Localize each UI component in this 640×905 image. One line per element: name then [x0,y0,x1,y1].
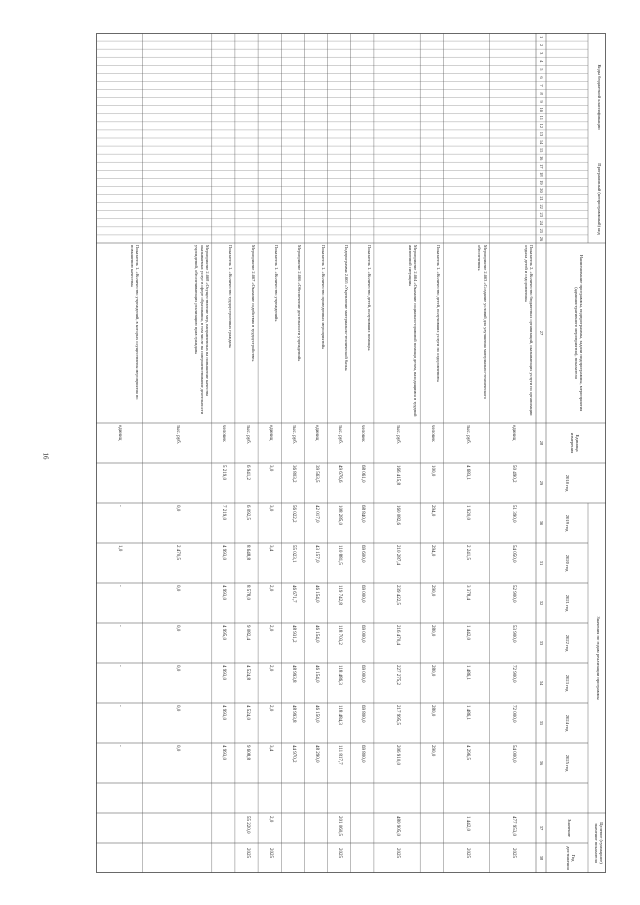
row-value: 4 993,0 [221,705,227,720]
column-number: 14 [539,139,544,145]
row-value: 54 050,0 [510,545,516,563]
row-value: 210 287,4 [395,545,401,565]
row-value: 42 017,0 [314,505,319,523]
row-value: 2,0 [267,665,273,672]
row-value: 110 881,5 [337,545,343,565]
row-value: 0,0 [175,505,181,512]
row-value: 0,0 [175,745,181,752]
row-value: 217 995,5 [395,705,401,725]
row-value: 0,0 [175,665,181,672]
row-value: 69 800,0 [360,705,366,723]
row-value: - [117,505,123,507]
rotated-table-page [96,33,606,873]
row-value: 118 703,2 [337,625,343,645]
column-number: 38 [539,855,544,861]
row-value: 3,0 [267,505,273,512]
row-value: 166 415,8 [395,465,401,485]
row-value: 46 154,0 [314,625,319,643]
row-value: 2,0 [267,705,273,712]
row-name: Мероприятие 2.003 «Создание условий для улучшения материально-технического обеспечения» [477,245,488,400]
column-number: 6 [539,76,544,79]
row-unit: тыс. руб. [175,425,181,444]
row-name: Показатель 1. «Количество детей, получивших помощь» [366,245,372,351]
row-value: 2 470,5 [175,545,181,560]
row-value: - [117,745,123,747]
row-value: 68 061,0 [360,465,366,483]
header-codes-group: Коды бюджетной классификации [597,64,602,130]
row-value: 3 378,4 [464,585,470,600]
row-value: 5 219,0 [221,465,227,480]
row-final-value: 477 953,0 [510,816,516,836]
header-year-1: 2019 год [565,514,570,532]
row-value: 0,0 [175,705,181,712]
column-number: 20 [539,188,544,193]
row-value: 44 970,2 [290,745,296,763]
column-number: 15 [539,147,544,153]
row-value: 0,0 [175,585,181,592]
row-value: 2 241,5 [464,545,470,560]
row-value: 52 900,0 [510,585,516,603]
row-final-year: 2025 [337,848,343,858]
column-number: 36 [539,760,544,766]
row-value: 239 422,5 [395,585,401,605]
row-value: 48 993,8 [290,665,296,683]
row-value: 6 092,5 [244,505,250,520]
column-number: 29 [539,480,544,486]
row-value: 1 486,1 [464,705,470,720]
row-value: 118 486,3 [337,665,343,685]
row-value: 46 154,0 [314,585,319,603]
column-number: 13 [539,131,544,137]
row-value: 48 931,2 [290,625,296,643]
header-years-group: Значения по годам реализации программы [596,616,601,700]
column-number: 23 [539,212,544,217]
row-value: - [117,665,123,667]
row-value: 43 157,0 [314,545,319,563]
column-number: 2 [539,44,544,47]
row-value: 4 296,5 [464,745,470,760]
row-value: 280,0 [429,665,435,677]
column-number: 27 [539,330,544,336]
row-value: 160 082,6 [395,505,401,525]
row-name: Показатель 2. «Количество бюджетных организаций, оказывающих услуги по организации отдыха детей и оздоровления» [523,245,534,416]
row-final-value: 480 905,0 [395,816,401,836]
column-number: 3 [539,52,544,55]
column-number: 19 [539,180,544,185]
row-value: 3,0 [267,465,273,472]
row-value: 4 993,0 [221,665,227,680]
header-year-4: 2022 год [565,634,570,652]
row-unit: тыс. руб. [290,425,296,444]
row-value: 50 490,2 [510,465,516,483]
row-final-value: 201 060,5 [337,816,343,836]
row-value: 3,4 [267,545,273,552]
row-value: 46 154,0 [314,665,319,683]
row-name: Мероприятие 2.008 «Осуществление мер, направленных на повышение качества оказываемых услуг в сфере образования, в том числе на совершенствование деятельности учреждений, обеспечивающих реализацию прав граждан» [194,245,210,414]
row-value: 51 390,0 [510,505,516,523]
header-program-code: Программный (непрограммный) код [597,163,602,235]
row-value: 1 486,1 [464,665,470,680]
row-unit: человек [429,425,435,442]
row-value: 69 000,0 [360,585,366,603]
row-unit: единиц [314,425,319,441]
row-unit: единиц [510,425,516,441]
column-number: 24 [539,220,544,225]
column-number: 17 [539,164,544,169]
row-value: 280,0 [429,705,435,717]
row-name: Мероприятие 2.004 «Оказание социально-правовой помощи детям, находящимся в трудной жизненной ситуации» [408,245,419,417]
row-value: 48 993,8 [290,705,296,723]
row-value: 290,0 [429,585,435,597]
row-value: 280,0 [429,625,435,637]
header-final-group: Целевое (суммарное) значение показателя [593,822,604,864]
column-number: 25 [539,228,544,234]
row-final-year: 2025 [510,848,516,858]
row-unit: человек [221,425,227,442]
row-value: 56 022,2 [290,505,296,523]
row-unit: единиц [117,425,123,441]
row-value: 4 995,0 [221,625,227,640]
column-number: 21 [539,196,544,201]
row-value: 55 023,1 [290,545,296,563]
column-number: 1 [539,35,544,39]
row-value: 118 484,3 [337,705,343,725]
header-name: Наименование программы, подпрограммы, задачи подпрограммы, мероприятия (административного мероприятия), показателя [573,254,584,412]
row-value: 4 524,8 [244,665,250,680]
column-number: 35 [539,720,544,726]
row-value: 4 993,0 [221,545,227,560]
column-number: 22 [539,204,544,209]
column-number: 34 [539,680,544,686]
row-final-year: 2025 [464,848,470,858]
column-number: 30 [539,520,544,526]
row-value: 9 608,8 [244,745,250,760]
column-number: 8 [539,92,544,95]
row-value: - [117,585,123,587]
row-value: - [117,625,123,627]
row-value: 36 803,2 [290,465,296,483]
row-value: 227 275,2 [395,665,401,685]
row-name: Показатель 1. «Количество детей, получивших услуги по оздоровлению» [436,245,442,383]
row-value: 100,0 [429,465,435,477]
row-value: 69 800,0 [360,745,366,763]
row-value: 206 910,0 [395,745,401,765]
column-number: 37 [539,825,544,831]
header-year-0: 2018 год [565,474,570,492]
row-final-year: 2025 [395,848,401,858]
column-number: 33 [539,640,544,646]
row-value: 108 285,0 [337,505,343,525]
row-unit: человек [360,425,366,442]
row-name: Показатель 1. «Количество трудоустроенных граждан» [227,245,233,349]
row-value: 53 900,0 [510,625,516,643]
row-value: 0,0 [175,625,181,632]
row-value: 7 219,0 [221,505,227,520]
row-value: 4 683,1 [464,465,470,480]
row-value: 294,0 [429,545,435,557]
page-number: 16 [41,452,50,460]
header-year-2: 2020 год [565,554,570,572]
row-value: 4 993,0 [221,585,227,600]
column-number: 28 [539,440,544,446]
row-unit: тыс. руб. [337,425,343,444]
column-number: 9 [539,100,544,103]
column-number: 26 [539,236,544,242]
row-value: 4 524,0 [244,705,250,720]
row-unit: единиц [267,425,273,441]
row-value: 119 742,8 [337,585,343,605]
row-name: Мероприятие 2.006 «Обеспечение деятельности учреждений» [297,245,303,362]
row-final-value: 2,0 [267,816,273,823]
row-value: - [117,705,123,707]
row-final-value: 55 220,0 [244,816,250,834]
row-final-year: 2025 [244,848,250,858]
column-number: 31 [539,560,544,566]
row-value: 69 000,0 [360,665,366,683]
row-value: 2,0 [267,585,273,592]
column-number: 16 [539,155,544,161]
column-number: 7 [539,84,544,87]
row-value: 3,4 [267,745,273,752]
row-name: Показатель 1. «Количество проведенных мероприятий» [320,245,326,350]
row-value: 69 600,0 [360,545,366,563]
row-value: 72 900,0 [510,665,516,683]
table-grid-lines [96,33,606,873]
header-year-5: 2023 год [565,674,570,692]
row-value: 2,0 [267,625,273,632]
row-name: Мероприятие 2.007 «Оказание содействия в трудоустройстве» [251,245,257,362]
row-value: 6 941,2 [244,465,250,480]
header-unit: Единица измерения [569,432,580,454]
row-unit: тыс. руб. [395,425,401,444]
column-number: 4 [539,60,544,63]
row-value: 69 000,0 [360,625,366,643]
row-value: 4 993,0 [221,745,227,760]
row-value: 1 920,0 [464,505,470,520]
row-value: 46 671,7 [290,585,296,603]
program-table [96,33,606,873]
row-value: 8 648,8 [244,545,250,560]
header-final-value: Значение [567,819,572,837]
row-value: 8 578,0 [244,585,250,600]
column-number: 10 [539,107,544,112]
column-number: 11 [539,115,544,120]
row-final-year: 2025 [267,848,273,858]
row-value: 48 290,0 [314,745,319,763]
row-name: Подпрограмма 2.005 «Укрепление материально-технической базы» [343,245,349,371]
header-year-7: 2025 год [565,754,570,772]
row-value: 72 000,0 [510,705,516,723]
column-number: 12 [539,123,544,129]
header-year-3: 2021 год [565,594,570,612]
header-final-year: Год достижения [565,846,576,870]
row-value: 39 563,5 [314,465,319,483]
column-number: 18 [539,172,544,177]
header-year-6: 2024 год [565,714,570,732]
row-unit: тыс. руб. [464,425,470,444]
row-unit: тыс. руб. [244,425,250,444]
row-name: Показатель 1. «Количество учреждений» [274,245,280,322]
row-value: 290,0 [429,745,435,757]
row-name: Показатель 1. «Количество учреждений, в которых осуществлены мероприятия по повышению качества» [130,245,141,400]
row-final-value: 1 442,0 [464,816,470,831]
row-value: 9 082,4 [244,625,250,640]
column-number: 32 [539,600,544,606]
row-value: 294,0 [429,505,435,517]
column-number: 5 [539,68,544,71]
row-value: 1 442,0 [464,625,470,640]
row-value: 49 676,6 [337,465,343,483]
row-value: 216 470,4 [395,625,401,645]
row-value: 111 817,7 [337,745,343,765]
row-value: 68 840,0 [360,505,366,523]
row-value: 54 000,0 [510,745,516,763]
row-value: 1,0 [117,545,123,552]
row-value: 46 150,0 [314,705,319,723]
